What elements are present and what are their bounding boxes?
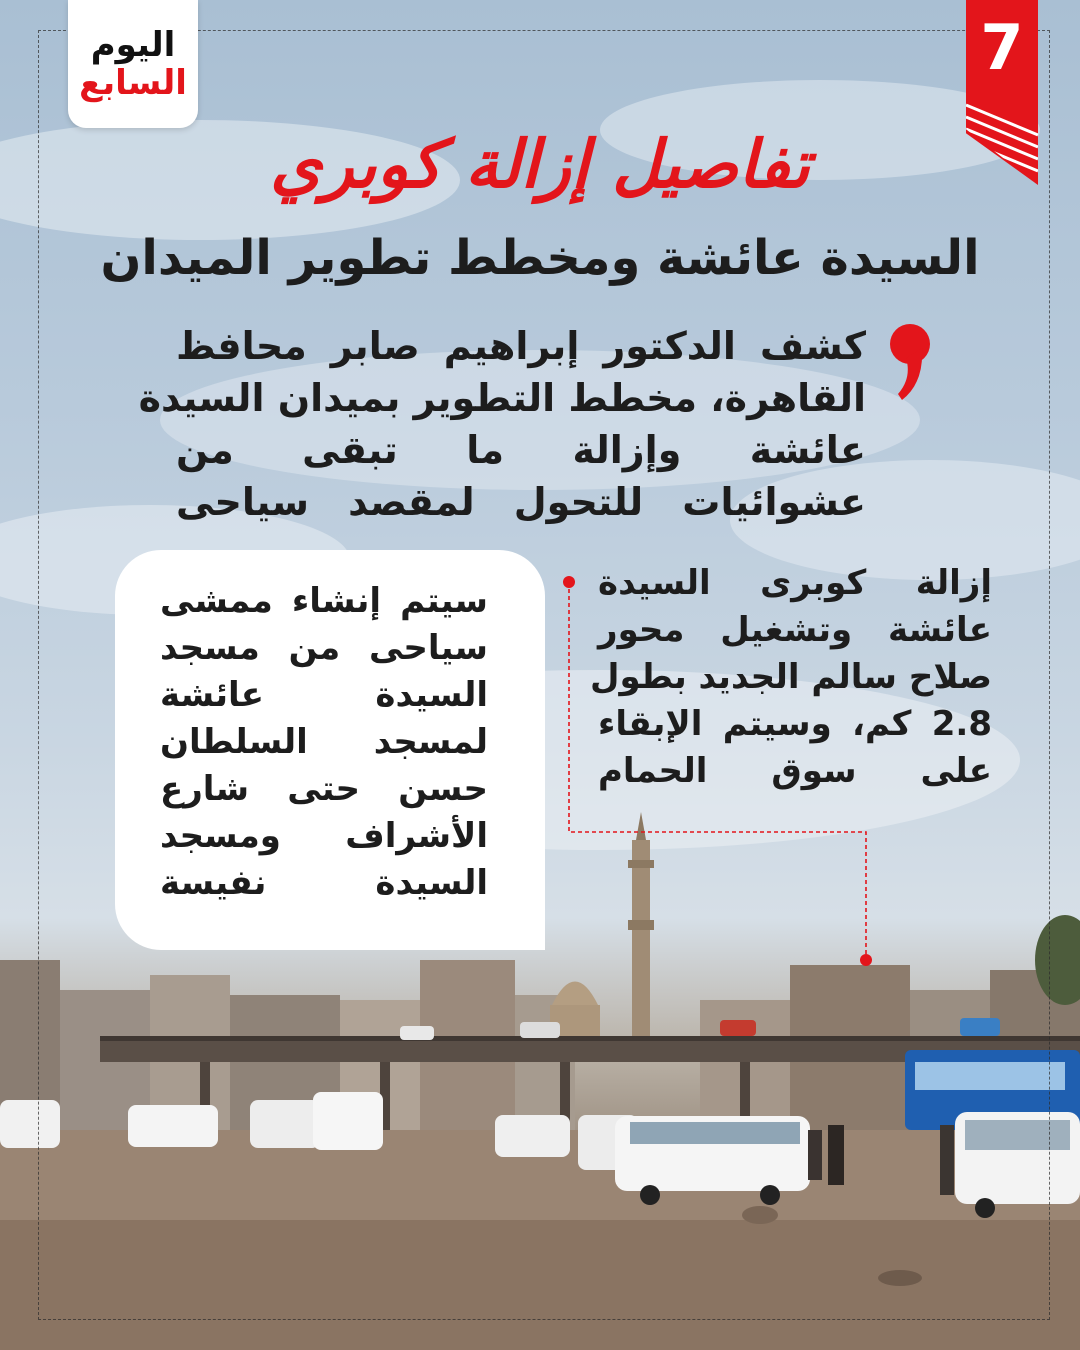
card-line: السيدة عائشة [160,675,488,715]
logo-text-line1: اليوم [90,25,176,65]
bridge-info-text [590,560,992,795]
bridge-info-line: على سوق الحمام [598,751,992,791]
intro-line: عشوائيات للتحول لمقصد سياحى [176,480,866,524]
card-line: لمسجد السلطان [160,722,488,762]
info-card-text [160,578,488,907]
card-line: سيتم إنشاء ممشى [160,581,488,621]
intro-paragraph [138,320,866,528]
slide-number: 7 [980,11,1024,84]
page-subtitle: السيدة عائشة ومخطط تطوير الميدان [100,230,980,286]
intro-line: القاهرة، مخطط التطوير بميدان السيدة [138,376,866,420]
intro-line: عائشة وإزالة ما تبقى من [176,428,866,472]
card-line: الأشراف ومسجد [160,816,488,856]
bridge-info-line: إزالة كوبرى السيدة [598,563,992,603]
card-line: سياحى من مسجد [160,628,488,668]
card-line: السيدة نفيسة [160,863,488,903]
quote-mark-icon [884,318,934,408]
brand-logo [68,0,198,128]
logo-text-line2: السابع [79,63,187,103]
bridge-info-line: عائشة وتشغيل محور [598,610,992,650]
bridge-info-line: صلاح سالم الجديد بطول [590,657,992,697]
bridge-info-line: 2.8 كم، وسيتم الإبقاء [598,704,992,744]
intro-line: كشف الدكتور إبراهيم صابر محافظ [176,324,866,368]
page-title: تفاصيل إزالة كوبري [270,126,810,203]
card-line: حسن حتى شارع [160,769,488,809]
